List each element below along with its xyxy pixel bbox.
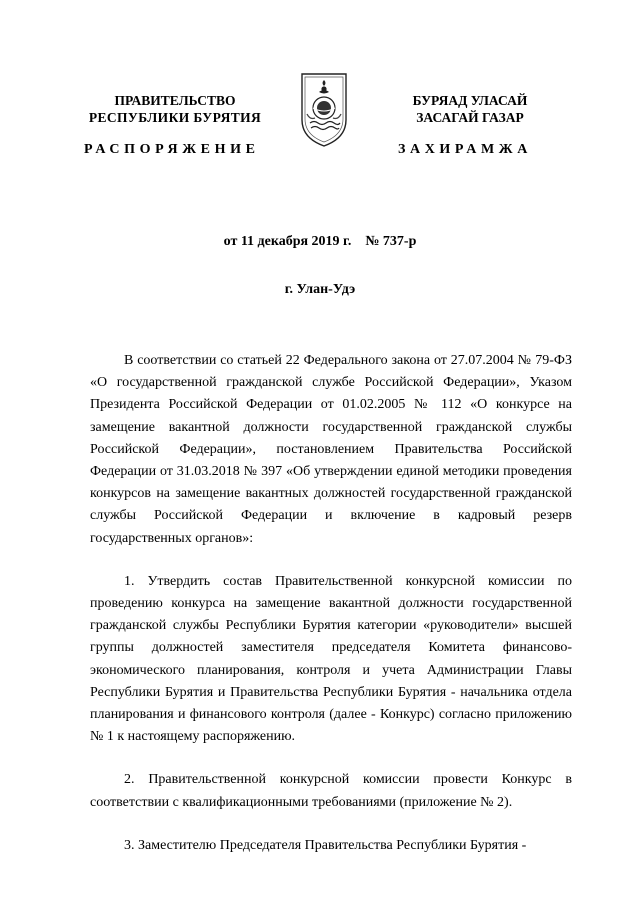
header-right-line1: БУРЯАД УЛАСАЙ [412, 93, 528, 108]
paragraph-item-3: 3. Заместителю Председателя Правительства Республики Бурятия - [124, 837, 527, 853]
date-and-number: от 11 декабря 2019 г. № 737-р [223, 234, 417, 249]
paragraph-item-1: 1. Утвердить состав Правительственной конкурсной комиссии по проведению конкурса на замещение вакантной должности государственной гражданской службы Республики Бурятия категории «руководители» высшей группы должностей заместителя председателя Комитета финансово-экономического планирования, контроля и учета Администрации Главы Республики Бурятия и Правительства Республики Бурятия - начальника отдела планирования и финансового контроля (далее - Конкурс) согласно приложению № 1 к настоящему распоряжению. [90, 573, 572, 745]
paragraph-preamble: В соответствии со статьей 22 Федерального закона от 27.07.2004 № 79-ФЗ «О государственной гражданской службе Российской Федерации», Указом Президента Российской Федерации от 01.02.2005 № 112 «О конкурсе на замещение вакантной должности государственной гражданской службы Российской Федерации», постановлением Правительства Российской Федерации от 31.03.2018 № 397 «Об утверждении единой методики проведения конкурсов на замещение вакантных должностей государственной гражданской службы Российской Федерации и включение в кадровый резерв государственных органов»: [90, 353, 572, 546]
header-right [370, 92, 570, 126]
header-right-line2: ЗАСАГАЙ ГАЗАР [416, 110, 524, 125]
buryatia-emblem-icon [298, 68, 350, 148]
document-body [90, 350, 572, 878]
header-left [70, 92, 280, 126]
doctype-right: ЗАХИРАМЖА [398, 142, 532, 157]
city-line: г. Улан-Удэ [284, 282, 356, 297]
paragraph-item-2: 2. Правительственной конкурсной комиссии провести Конкурс в соответствии с квалификационными требованиями (приложение № 2). [90, 772, 572, 810]
header-left-line2: РЕСПУБЛИКИ БУРЯТИЯ [88, 110, 262, 125]
header-left-line1: ПРАВИТЕЛЬСТВО [114, 93, 236, 108]
doctype-left: РАСПОРЯЖЕНИЕ [84, 142, 260, 157]
